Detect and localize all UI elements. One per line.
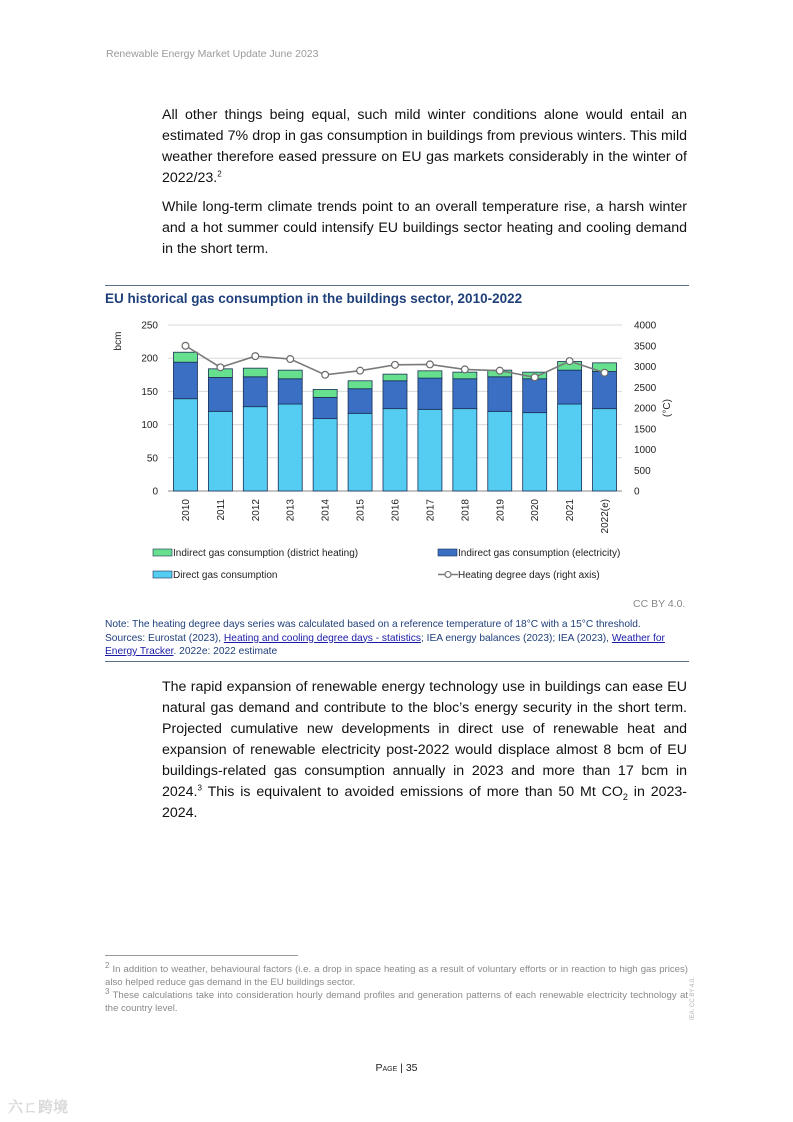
bar-segment xyxy=(313,397,337,418)
legend-swatch xyxy=(153,549,172,556)
paragraph-text-2: This is equivalent to avoided emissions of more than 50 Mt CO xyxy=(201,784,623,800)
x-tick-label: 2020 xyxy=(530,499,542,522)
bar-segment xyxy=(348,381,372,389)
bar-segment xyxy=(173,362,197,399)
bar-segment xyxy=(313,389,337,397)
footnote-2 xyxy=(105,960,688,989)
y2-axis-label: (°C) xyxy=(662,399,673,417)
y-tick-label: 0 xyxy=(152,486,158,498)
bar-segment xyxy=(243,407,267,491)
bar-segment xyxy=(208,377,232,411)
footnote-ref-2[interactable]: 2 xyxy=(217,169,222,179)
license-label: CC BY 4.0. xyxy=(633,598,686,610)
hdd-point xyxy=(496,367,503,374)
hdd-point xyxy=(357,367,364,374)
hdd-point xyxy=(461,366,468,373)
page-label: Page xyxy=(375,1062,398,1074)
paragraph-mild-winter xyxy=(162,105,687,189)
bar-segment xyxy=(453,379,477,409)
bar-segment xyxy=(488,377,512,412)
bar-segment xyxy=(523,379,547,413)
hdd-point xyxy=(217,364,224,371)
bar-segment xyxy=(418,409,442,491)
bar-segment xyxy=(208,411,232,491)
chart-legend xyxy=(153,548,620,581)
footnote-rule xyxy=(105,955,298,956)
bar-segment xyxy=(418,378,442,409)
x-tick-label: 2015 xyxy=(355,499,367,522)
paragraph-text-1: The rapid expansion of renewable energy technology use in buildings can ease EU natural gas demand and contribute to the bloc’s energy security in the short term. Projected cumulative new developments in direct use of renewable heat and expansion of renewable electricity post-2022 would displace almost 8 bcm of EU buildings-related gas consumption annually in 2023 and more than 17 bcm in 2024. xyxy=(162,679,687,800)
x-tick-label: 2022(e) xyxy=(600,499,612,534)
paragraph-climate-trends: While long-term climate trends point to an overall temperature rise, a harsh winter and a hot summer could intensify EU buildings sector heating and cooling demand in the short term. xyxy=(162,199,687,257)
bar-segment xyxy=(243,368,267,377)
bar-segment xyxy=(593,409,617,491)
side-license-tag: IEA. CC BY 4.0. xyxy=(690,977,696,1020)
document-header: Renewable Energy Market Update June 2023 xyxy=(106,48,319,60)
bar-segment xyxy=(523,413,547,491)
y2-tick-label: 1000 xyxy=(634,445,657,456)
bar-segment xyxy=(313,419,337,491)
y-tick-label: 50 xyxy=(146,453,158,465)
hdd-point xyxy=(531,374,538,381)
x-tick-label: 2018 xyxy=(460,499,472,522)
bar-segment xyxy=(173,352,197,362)
y2-tick-label: 3000 xyxy=(634,362,657,373)
y-axis-label: bcm xyxy=(113,331,124,351)
hdd-point xyxy=(287,356,294,363)
watermark-logo: 六ㄈ跨境 xyxy=(8,1099,69,1116)
link-heating-cooling-degree-days[interactable]: Heating and cooling degree days - statistics xyxy=(223,632,421,644)
page-separator: | xyxy=(397,1062,406,1074)
footnotes xyxy=(105,960,688,1015)
y2-tick-label: 2500 xyxy=(634,382,657,394)
hdd-point xyxy=(392,361,399,368)
sources-suffix: . 2022e: 2022 estimate xyxy=(173,646,278,657)
bar-segment xyxy=(383,381,407,409)
y-tick-label: 100 xyxy=(141,420,158,432)
bar-segment xyxy=(348,389,372,414)
link-weather-energy-tracker[interactable]: Weather for Energy Tracker xyxy=(105,632,665,657)
x-tick-label: 2017 xyxy=(425,499,437,522)
paragraph-text-3: in 2023-2024. xyxy=(162,784,687,821)
footnote-number: 2 xyxy=(105,960,110,970)
sources-line xyxy=(105,632,689,659)
sources-prefix: Sources: Eurostat (2023), xyxy=(105,632,224,644)
hdd-point xyxy=(601,369,608,376)
y-tick-label: 150 xyxy=(141,386,158,398)
paragraph-renewable-expansion xyxy=(162,677,687,824)
paragraph-text: All other things being equal, such mild winter conditions alone would entail an estimated 7% drop in gas consumption in buildings from previous winters. This mild weather therefore eased pressure on EU gas markets considerably in the winter of 2022/23. xyxy=(162,107,687,186)
hdd-point xyxy=(252,353,259,360)
bar-segment xyxy=(243,377,267,407)
x-tick-label: 2011 xyxy=(215,499,227,521)
bar-segment xyxy=(383,409,407,491)
y-tick-label: 250 xyxy=(141,320,158,332)
bar-segment xyxy=(278,370,302,379)
bar-segment xyxy=(593,371,617,408)
bar-segment xyxy=(488,411,512,491)
chart-title: EU historical gas consumption in the buildings sector, 2010-2022 xyxy=(105,291,523,306)
chart-bottom-rule xyxy=(105,661,689,662)
x-tick-label: 2014 xyxy=(320,499,332,522)
y2-tick-label: 0 xyxy=(634,486,640,498)
y-tick-label: 200 xyxy=(141,353,158,365)
hdd-point xyxy=(566,358,573,365)
x-tick-label: 2012 xyxy=(250,499,262,522)
bar-segment xyxy=(383,374,407,381)
x-tick-label: 2010 xyxy=(180,499,192,522)
bar-segment xyxy=(278,404,302,491)
bar-segment xyxy=(348,413,372,491)
x-tick-label: 2021 xyxy=(565,499,577,522)
y2-tick-label: 2000 xyxy=(634,403,657,415)
y2-tick-label: 3500 xyxy=(634,341,657,353)
y2-tick-label: 500 xyxy=(634,465,651,477)
hdd-point xyxy=(427,361,434,368)
note-line: Note: The heating degree days series was calculated based on a reference temperature of 18°C with a 15°C threshold. xyxy=(105,619,641,630)
y2-tick-label: 4000 xyxy=(634,320,657,332)
x-tick-label: 2019 xyxy=(495,499,507,522)
page-num: 35 xyxy=(405,1062,418,1074)
footnote-number: 3 xyxy=(105,986,110,996)
footnote-text: These calculations take into consideration hourly demand profiles and generation patterns of each renewable electricity technology at the country level. xyxy=(105,990,688,1014)
y2-tick-label: 1500 xyxy=(634,424,657,436)
x-tick-label: 2016 xyxy=(390,499,402,522)
footnote-ref-3[interactable]: 3 xyxy=(197,783,202,793)
legend-label: Heating degree days (right axis) xyxy=(458,570,600,581)
footnote-text: In addition to weather, behavioural factors (i.e. a drop in space heating as a result of voluntary efforts or in reaction to high gas prices) also helped reduce gas demand in the EU buildings sector. xyxy=(105,964,688,988)
x-tick-label: 2013 xyxy=(285,499,297,522)
legend-label: Indirect gas consumption (electricity) xyxy=(458,548,621,559)
bar-segment xyxy=(418,371,442,378)
legend-label: Direct gas consumption xyxy=(173,570,278,581)
chart-note xyxy=(105,618,689,659)
gas-consumption-chart xyxy=(100,310,700,595)
hdd-point xyxy=(182,342,189,349)
hdd-point xyxy=(322,371,329,378)
co2-subscript: 2 xyxy=(622,791,628,802)
legend-swatch xyxy=(438,549,457,556)
bar-segment xyxy=(278,379,302,404)
legend-marker xyxy=(445,572,451,578)
bar-segment xyxy=(558,370,582,404)
chart-top-rule xyxy=(105,285,689,286)
bar-segment xyxy=(558,404,582,491)
footnote-3 xyxy=(105,986,688,1015)
page-number xyxy=(0,1062,793,1074)
sources-middle: ; IEA energy balances (2023); IEA (2023), xyxy=(421,632,612,644)
legend-swatch xyxy=(153,571,172,578)
bar-segment xyxy=(173,399,197,491)
chart-bars xyxy=(173,352,616,491)
legend-label: Indirect gas consumption (district heating) xyxy=(173,548,359,559)
bar-segment xyxy=(453,409,477,491)
